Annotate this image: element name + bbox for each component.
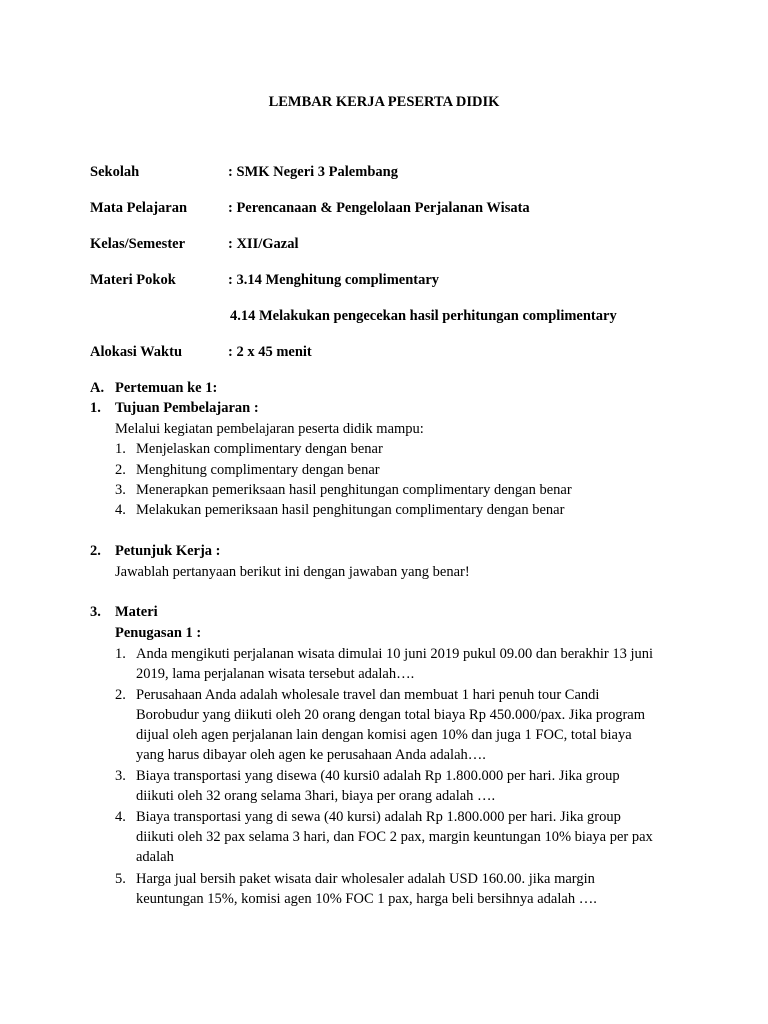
question-line: 2019, lama perjalanan wisata tersebut adalah…. — [136, 666, 415, 682]
section-a-heading: Pertemuan ke 1: — [115, 380, 218, 396]
materi-heading: Materi — [115, 604, 158, 620]
list-number: 1. — [115, 441, 126, 457]
petunjuk-marker: 2. — [90, 543, 101, 559]
list-number: 4. — [115, 502, 126, 518]
info-value: 4.14 Melakukan pengecekan hasil perhitungan complimentary — [230, 308, 617, 324]
list-number: 2. — [115, 462, 126, 478]
info-label: Materi Pokok — [90, 272, 176, 288]
list-item: Menerapkan pemeriksaan hasil penghitungan complimentary dengan benar — [136, 482, 572, 498]
list-number: 3. — [115, 482, 126, 498]
info-label: Sekolah — [90, 164, 140, 180]
question-line: yang harus dibayar oleh agen ke perusahaan Anda adalah…. — [136, 747, 486, 763]
info-label: Mata Pelajaran — [90, 200, 188, 216]
info-value: : Perencanaan & Pengelolaan Perjalanan Wisata — [228, 200, 530, 216]
question-line: diikuti oleh 32 pax selama 3 hari, dan FOC 2 pax, margin keuntungan 10% biaya per pax — [136, 829, 653, 845]
question-line: Perusahaan Anda adalah wholesale travel dan membuat 1 hari penuh tour Candi — [136, 687, 600, 703]
info-value: : 3.14 Menghitung complimentary — [228, 272, 440, 288]
list-item: Menjelaskan complimentary dengan benar — [136, 441, 383, 457]
question-number: 3. — [115, 768, 126, 784]
question-number: 4. — [115, 809, 126, 825]
question-line: Anda mengikuti perjalanan wisata dimulai 10 juni 2019 pukul 09.00 dan berakhir 13 juni — [136, 646, 654, 662]
tujuan-heading: Tujuan Pembelajaran : — [115, 400, 259, 416]
question-number: 1. — [115, 646, 126, 662]
info-value: : XII/Gazal — [228, 236, 299, 252]
question-line: adalah — [136, 849, 174, 865]
info-label: Kelas/Semester — [90, 236, 186, 252]
section-a-marker: A. — [90, 380, 105, 396]
petunjuk-text: Jawablah pertanyaan berikut ini dengan jawaban yang benar! — [115, 564, 470, 580]
question-number: 2. — [115, 687, 126, 703]
penugasan-heading: Penugasan 1 : — [115, 625, 202, 641]
tujuan-intro: Melalui kegiatan pembelajaran peserta didik mampu: — [115, 421, 424, 437]
info-label: Alokasi Waktu — [90, 344, 183, 360]
question-line: Biaya transportasi yang disewa (40 kursi0 adalah Rp 1.800.000 per hari. Jika group — [136, 768, 620, 784]
tujuan-marker: 1. — [90, 400, 101, 416]
question-number: 5. — [115, 871, 126, 887]
info-value: : 2 x 45 menit — [228, 344, 312, 360]
page-title: LEMBAR KERJA PESERTA DIDIK — [268, 94, 500, 110]
petunjuk-heading: Petunjuk Kerja : — [115, 543, 221, 559]
info-value: : SMK Negeri 3 Palembang — [228, 164, 398, 180]
materi-marker: 3. — [90, 604, 101, 620]
question-line: dijual oleh agen perjalanan lain dengan komisi agen 10% dan juga 1 FOC, total biaya — [136, 727, 632, 743]
question-line: keuntungan 15%, komisi agen 10% FOC 1 pax, harga beli bersihnya adalah …. — [136, 891, 597, 907]
question-line: Harga jual bersih paket wisata dair wholesaler adalah USD 160.00. jika margin — [136, 871, 595, 887]
question-line: diikuti oleh 32 orang selama 3hari, biaya per orang adalah …. — [136, 788, 496, 804]
question-line: Borobudur yang diikuti oleh 20 orang dengan total biaya Rp 450.000/pax. Jika program — [136, 707, 646, 723]
list-item: Melakukan pemeriksaan hasil penghitungan complimentary dengan benar — [136, 502, 565, 518]
question-line: Biaya transportasi yang di sewa (40 kursi) adalah Rp 1.800.000 per hari. Jika group — [136, 809, 621, 825]
list-item: Menghitung complimentary dengan benar — [136, 462, 380, 478]
